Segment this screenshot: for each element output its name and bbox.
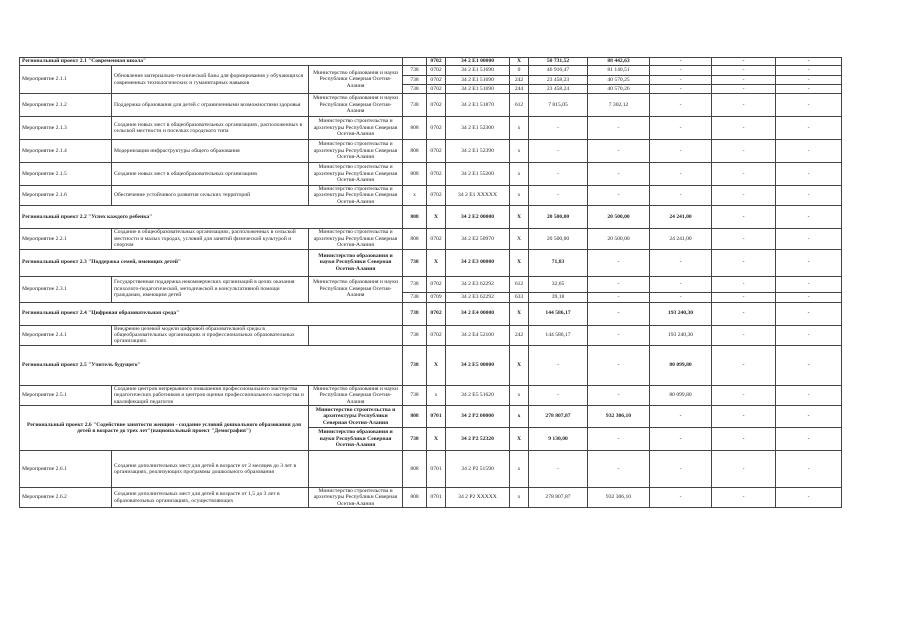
value-v3: 193 240,30 xyxy=(650,325,712,345)
code-rzpr: 0702 xyxy=(427,76,446,85)
value-v2: - xyxy=(588,140,650,163)
project-title: Региональный проект 2.4 "Цифровая образовательная среда" xyxy=(20,302,403,325)
code-csr: 34 2 E1 51870 xyxy=(446,94,510,117)
code-rzpr: 0702 xyxy=(427,276,446,292)
value-v4: - xyxy=(712,117,776,140)
code-vr: x xyxy=(510,186,529,206)
code-rzpr: 0702 xyxy=(427,302,446,325)
value-v1: 144 586,17 xyxy=(529,325,588,345)
value-v2: - xyxy=(588,302,650,325)
code-grbs: 738 xyxy=(403,85,427,94)
project-title: Региональный проект 2.2 "Успех каждого ребенка" xyxy=(20,206,403,229)
value-v2: - xyxy=(588,325,650,345)
value-v3: - xyxy=(650,186,712,206)
event-description: Поддержка образования для детей с ограниченными возможностями здоровья xyxy=(112,94,309,117)
code-grbs: 738 xyxy=(403,345,427,385)
value-v2: - xyxy=(588,451,650,488)
event-name: Мероприятие 2.1.1 xyxy=(20,66,112,94)
code-rzpr: X xyxy=(427,249,446,276)
value-v3: - xyxy=(650,140,712,163)
event-name: Мероприятие 2.1.4 xyxy=(20,140,112,163)
value-v5: - xyxy=(776,345,842,385)
code-vr: x xyxy=(510,406,529,428)
code-vr: X xyxy=(510,428,529,451)
value-v4: - xyxy=(712,76,776,85)
code-grbs xyxy=(403,58,427,66)
code-vr: X xyxy=(510,58,529,66)
event-name: Мероприятие 2.1.6 xyxy=(20,186,112,206)
code-rzpr: X xyxy=(427,206,446,229)
code-grbs: 738 xyxy=(403,292,427,302)
code-rzpr: X xyxy=(427,428,446,451)
code-grbs: 808 xyxy=(403,206,427,229)
code-rzpr: 0701 xyxy=(427,488,446,508)
ministry: Министерство строительства и архитектуры Республики Северная Осетия-Алания xyxy=(309,163,403,186)
project-title: Региональный проект 2.1 "Современная школа" xyxy=(20,58,403,66)
table-row xyxy=(20,302,842,325)
value-v2: 20 500,00 xyxy=(588,206,650,229)
code-rzpr: 0702 xyxy=(427,85,446,94)
code-rzpr: 0702 xyxy=(427,117,446,140)
event-name: Мероприятие 2.5.1 xyxy=(20,385,112,405)
code-rzpr: X xyxy=(427,345,446,385)
ministry: Министерство строительства и архитектуры Республики Северная Осетия-Алания xyxy=(309,117,403,140)
value-v2: - xyxy=(588,385,650,405)
value-v4: - xyxy=(712,292,776,302)
code-vr: X xyxy=(510,229,529,249)
value-v5: - xyxy=(776,76,842,85)
code-vr: x xyxy=(510,451,529,488)
value-v5: - xyxy=(776,186,842,206)
code-csr: 34 2 E5 00000 xyxy=(446,345,510,385)
code-csr: 34 2 E1 52300 xyxy=(446,117,510,140)
code-csr: 34 2 E5 51620 xyxy=(446,385,510,405)
value-v3: - xyxy=(650,488,712,508)
ministry xyxy=(309,451,403,488)
value-v1: 20 500,00 xyxy=(529,229,588,249)
value-v5: - xyxy=(776,325,842,345)
value-v5: - xyxy=(776,206,842,229)
value-v5: - xyxy=(776,58,842,66)
table-row xyxy=(20,406,842,428)
value-v1: 50 731,52 xyxy=(529,58,588,66)
code-vr: x xyxy=(510,385,529,405)
table-row xyxy=(20,229,842,249)
code-grbs: 738 xyxy=(403,385,427,405)
table-row xyxy=(20,451,842,488)
value-v1: 71,83 xyxy=(529,249,588,276)
project-title: Региональный проект 2.5 "Учитель будущего" xyxy=(20,345,403,385)
value-v3: - xyxy=(650,117,712,140)
value-v5: - xyxy=(776,94,842,117)
code-rzpr: 0702 xyxy=(427,66,446,76)
ministry: Министерство строительства и архитектуры Республики Северная Осетия-Алания xyxy=(309,229,403,249)
value-v5: - xyxy=(776,451,842,488)
value-v1: 278 807,87 xyxy=(529,406,588,428)
value-v2: - xyxy=(588,276,650,292)
code-rzpr: 0701 xyxy=(427,406,446,428)
event-description: Создание дополнительных мест для детей в возрасте от 1,5 до 3 лет в образовательных организациях, осуществляющих xyxy=(112,488,309,508)
value-v4: - xyxy=(712,58,776,66)
value-v4: - xyxy=(712,206,776,229)
value-v5: - xyxy=(776,276,842,292)
event-description: Создание новых мест в общеобразовательных организациях xyxy=(112,163,309,186)
code-vr: x xyxy=(510,117,529,140)
project-title: Региональный проект 2.6 "Содействие занятости женщин - создание условий дошкольного образования для детей в возрасте до трех лет"(национальный проект "Демография") xyxy=(20,406,309,451)
value-v3: - xyxy=(650,58,712,66)
value-v1: 32,65 xyxy=(529,276,588,292)
value-v1: 9 130,00 xyxy=(529,428,588,451)
event-name: Мероприятие 2.1.3 xyxy=(20,117,112,140)
code-csr: 34 2 E1 51690 xyxy=(446,76,510,85)
ministry: Министерство образования и науки Республики Северная Осетия-Алания xyxy=(309,385,403,405)
value-v4: - xyxy=(712,488,776,508)
value-v1: - xyxy=(529,345,588,385)
value-v1: 23 458,24 xyxy=(529,85,588,94)
value-v3: 24 241,00 xyxy=(650,206,712,229)
code-vr: 612 xyxy=(510,276,529,292)
value-v5: - xyxy=(776,117,842,140)
code-csr: 34 2 E1 51690 xyxy=(446,66,510,76)
value-v4: - xyxy=(712,186,776,206)
event-description: Обеспечение устойчивого развития сельских территорий xyxy=(112,186,309,206)
value-v2: - xyxy=(588,292,650,302)
event-description: Создание в общеобразовательных организациях, расположенных в сельской местности и малых городах, условий для занятий физической культурой и спортом xyxy=(112,229,309,249)
ministry: Министерство образования и науки Республики Северная Осетия-Алания xyxy=(309,94,403,117)
table-row xyxy=(20,249,842,276)
table-row xyxy=(20,345,842,385)
code-csr: 34 2 P2 52320 xyxy=(446,428,510,451)
value-v3: - xyxy=(650,94,712,117)
value-v2: 7 302,12 xyxy=(588,94,650,117)
table-row xyxy=(20,140,842,163)
table-row xyxy=(20,276,842,292)
ministry xyxy=(309,325,403,345)
value-v4: - xyxy=(712,140,776,163)
code-vr: 612 xyxy=(510,94,529,117)
value-v5: - xyxy=(776,249,842,276)
code-rzpr: 0702 xyxy=(427,229,446,249)
value-v5: - xyxy=(776,140,842,163)
code-vr: 0 xyxy=(510,66,529,76)
value-v1: 278 807,87 xyxy=(529,488,588,508)
value-v4: - xyxy=(712,94,776,117)
ministry: Министерство образования и науки Республики Северная Осетия-Алания xyxy=(309,428,403,451)
value-v4: - xyxy=(712,428,776,451)
table-row xyxy=(20,186,842,206)
event-description: Создание новых мест в общеобразовательных организациях, расположенных в сельской местности и поселках городского типа xyxy=(112,117,309,140)
project-title: Региональный проект 2.3 "Поддержка семей, имеющих детей" xyxy=(20,249,309,276)
ministry: Министерство образования и науки Республики Северная Осетия-Алания xyxy=(309,276,403,302)
code-rzpr: 0702 xyxy=(427,325,446,345)
value-v4: - xyxy=(712,66,776,76)
code-grbs: 808 xyxy=(403,140,427,163)
value-v3: - xyxy=(650,406,712,428)
code-vr: X xyxy=(510,345,529,385)
event-description: Внедрение целевой модели цифровой образовательной среды в общеобразовательных организациях и профессиональных образовательных организациях xyxy=(112,325,309,345)
event-name: Мероприятие 2.3.1 xyxy=(20,276,112,302)
value-v2: - xyxy=(588,249,650,276)
event-name: Мероприятие 2.6.2 xyxy=(20,488,112,508)
value-v5: - xyxy=(776,66,842,76)
code-grbs: 738 xyxy=(403,302,427,325)
value-v2: 81 140,51 xyxy=(588,66,650,76)
event-description: Модернизация инфраструктуры общего образования xyxy=(112,140,309,163)
event-description: Создание дополнительных мест для детей в возрасте от 2 месяцев до 3 лет в организациях, реализующих программы дошкольного образования xyxy=(112,451,309,488)
value-v3: 80 099,80 xyxy=(650,345,712,385)
ministry: Министерство образования и науки Республики Северная Осетия-Алания xyxy=(309,249,403,276)
code-csr: 34 2 E3 62292 xyxy=(446,276,510,292)
value-v1: - xyxy=(529,451,588,488)
ministry: Министерство образования и науки Республики Северная Осетия-Алания xyxy=(309,66,403,94)
value-v3: - xyxy=(650,428,712,451)
code-grbs: 738 xyxy=(403,249,427,276)
code-grbs: 808 xyxy=(403,229,427,249)
value-v3: 24 241,00 xyxy=(650,229,712,249)
table-row xyxy=(20,94,842,117)
code-grbs: 808 xyxy=(403,488,427,508)
ministry: Министерство строительства и архитектуры Республики Северная Осетия-Алания xyxy=(309,488,403,508)
value-v1: - xyxy=(529,163,588,186)
value-v5: - xyxy=(776,163,842,186)
event-description: Создание центров непрерывного повышения профессионального мастерства педагогических работников и центров оценки профессионального мастерства и квалификаций педагогов xyxy=(112,385,309,405)
value-v1: 144 586,17 xyxy=(529,302,588,325)
code-grbs: x xyxy=(403,186,427,206)
table-row xyxy=(20,488,842,508)
code-csr: 34 2 E3 00000 xyxy=(446,249,510,276)
value-v4: - xyxy=(712,302,776,325)
code-csr: 34 2 P2 51590 xyxy=(446,451,510,488)
value-v1: 20 500,00 xyxy=(529,206,588,229)
value-v1: 39,18 xyxy=(529,292,588,302)
code-rzpr: 0702 xyxy=(427,94,446,117)
value-v5: - xyxy=(776,385,842,405)
value-v3: - xyxy=(650,76,712,85)
code-csr: 34 2 E1 52390 xyxy=(446,140,510,163)
value-v3: - xyxy=(650,292,712,302)
code-csr: 34 2 E1 XXXXX xyxy=(446,186,510,206)
value-v2: - xyxy=(588,428,650,451)
code-grbs: 738 xyxy=(403,428,427,451)
table-row xyxy=(20,66,842,76)
value-v4: - xyxy=(712,85,776,94)
code-rzpr: 0709 xyxy=(427,292,446,302)
code-grbs: 738 xyxy=(403,66,427,76)
code-grbs: 738 xyxy=(403,76,427,85)
value-v1: - xyxy=(529,140,588,163)
value-v3: - xyxy=(650,451,712,488)
value-v1: - xyxy=(529,186,588,206)
code-csr: 34 2 P2 00000 xyxy=(446,406,510,428)
code-vr: 242 xyxy=(510,325,529,345)
value-v2: - xyxy=(588,345,650,385)
value-v3: - xyxy=(650,66,712,76)
table-row xyxy=(20,206,842,229)
value-v3: - xyxy=(650,163,712,186)
value-v2: 40 570,26 xyxy=(588,85,650,94)
value-v4: - xyxy=(712,276,776,292)
table-row xyxy=(20,385,842,405)
value-v3: 193 240,30 xyxy=(650,302,712,325)
code-csr: 34 2 E4 00000 xyxy=(446,302,510,325)
code-csr: 34 2 E3 62292 xyxy=(446,292,510,302)
value-v2: - xyxy=(588,186,650,206)
value-v2: 932 306,10 xyxy=(588,406,650,428)
code-vr: X xyxy=(510,302,529,325)
code-grbs: 808 xyxy=(403,163,427,186)
ministry: Министерство строительства и архитектуры Республики Северная Осетия-Алания xyxy=(309,406,403,428)
code-rzpr: 0702 xyxy=(427,186,446,206)
value-v4: - xyxy=(712,229,776,249)
code-grbs: 738 xyxy=(403,94,427,117)
code-vr: 633 xyxy=(510,292,529,302)
value-v2: - xyxy=(588,117,650,140)
code-grbs: 738 xyxy=(403,276,427,292)
value-v3: - xyxy=(650,85,712,94)
value-v1: - xyxy=(529,117,588,140)
ministry: Министерство строительства и архитектуры Республики Северная Осетия-Алания xyxy=(309,186,403,206)
value-v1: 46 916,47 xyxy=(529,66,588,76)
value-v4: - xyxy=(712,325,776,345)
event-name: Мероприятие 2.1.2 xyxy=(20,94,112,117)
event-description: Государственная поддержка некоммерческих организаций в целях оказания психолого-педагогической, методической и консультативной помощи гражданам, имеющим детей xyxy=(112,276,309,302)
code-csr: 34 2 E2 00000 xyxy=(446,206,510,229)
value-v4: - xyxy=(712,345,776,385)
budget-table xyxy=(19,57,842,508)
code-vr: x xyxy=(510,163,529,186)
code-csr: 34 2 E2 50970 xyxy=(446,229,510,249)
value-v5: - xyxy=(776,292,842,302)
code-rzpr: 0701 xyxy=(427,451,446,488)
code-grbs: 808 xyxy=(403,117,427,140)
code-vr: 242 xyxy=(510,76,529,85)
value-v5: - xyxy=(776,406,842,428)
value-v2: 20 500,00 xyxy=(588,229,650,249)
table-row xyxy=(20,58,842,66)
event-name: Мероприятие 2.2.1 xyxy=(20,229,112,249)
ministry: Министерство строительства и архитектуры Республики Северная Осетия-Алания xyxy=(309,140,403,163)
code-vr: x xyxy=(510,140,529,163)
value-v2: - xyxy=(588,163,650,186)
event-name: Мероприятие 2.6.1 xyxy=(20,451,112,488)
value-v5: - xyxy=(776,229,842,249)
table-body xyxy=(20,58,842,508)
value-v1: 7 815,05 xyxy=(529,94,588,117)
value-v1: - xyxy=(529,385,588,405)
value-v4: - xyxy=(712,385,776,405)
code-rzpr: 0702 xyxy=(427,163,446,186)
value-v5: - xyxy=(776,85,842,94)
value-v3: 80 099,80 xyxy=(650,385,712,405)
value-v2: 40 570,25 xyxy=(588,76,650,85)
event-description: Обновление материально-технической базы для формирования у обучающихся современных технологических и гуманитарных навыков xyxy=(112,66,309,94)
code-vr: x xyxy=(510,488,529,508)
table-row xyxy=(20,163,842,186)
value-v2: 88 442,63 xyxy=(588,58,650,66)
code-csr: 34 2 E1 55200 xyxy=(446,163,510,186)
event-name: Мероприятие 2.1.5 xyxy=(20,163,112,186)
code-grbs: 808 xyxy=(403,406,427,428)
code-csr: 34 2 E1 00000 xyxy=(446,58,510,66)
value-v3: - xyxy=(650,249,712,276)
value-v4: - xyxy=(712,249,776,276)
code-csr: 34 2 P2 XXXXX xyxy=(446,488,510,508)
code-grbs: 738 xyxy=(403,325,427,345)
value-v5: - xyxy=(776,488,842,508)
code-grbs: 808 xyxy=(403,451,427,488)
event-name: Мероприятие 2.4.1 xyxy=(20,325,112,345)
code-rzpr: 0702 xyxy=(427,140,446,163)
table-row xyxy=(20,325,842,345)
code-vr: X xyxy=(510,249,529,276)
code-vr: X xyxy=(510,206,529,229)
value-v3: - xyxy=(650,276,712,292)
code-csr: 34 2 E1 51690 xyxy=(446,85,510,94)
value-v5: - xyxy=(776,302,842,325)
value-v4: - xyxy=(712,451,776,488)
table-row xyxy=(20,117,842,140)
value-v1: 23 458,23 xyxy=(529,76,588,85)
code-csr: 34 2 E4 52100 xyxy=(446,325,510,345)
value-v5: - xyxy=(776,428,842,451)
code-vr: 244 xyxy=(510,85,529,94)
value-v4: - xyxy=(712,406,776,428)
value-v4: - xyxy=(712,163,776,186)
value-v2: 932 306,10 xyxy=(588,488,650,508)
code-rzpr: x xyxy=(427,385,446,405)
code-rzpr: 0702 xyxy=(427,58,446,66)
